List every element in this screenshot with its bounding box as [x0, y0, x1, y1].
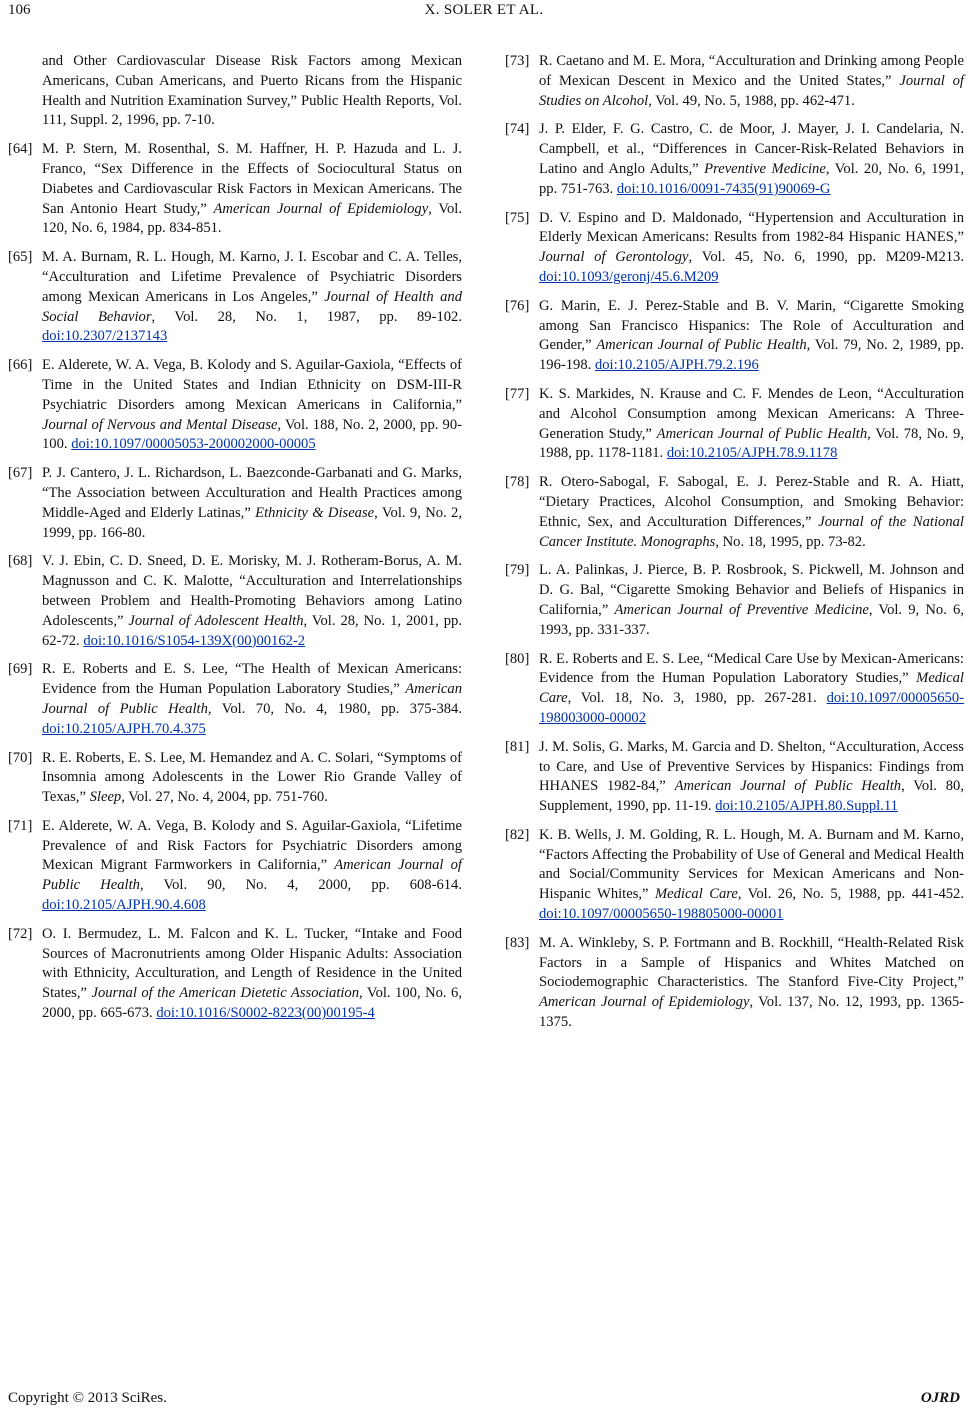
reference-number: [80]: [505, 650, 530, 667]
right-reference-list: [505, 52, 964, 1033]
reference-text: [539, 650, 964, 729]
reference-item: [505, 473, 964, 552]
reference-item: [505, 934, 964, 1033]
reference-authors-title: R. Caetano and M. E. Mora, “Acculturation and Drinking among People of Mexican Descent in Mexico and the United States,”: [539, 53, 964, 89]
doi-link[interactable]: doi:10.2105/AJPH.80.Suppl.11: [715, 798, 898, 815]
reference-item: [505, 650, 964, 729]
reference-item: [505, 120, 964, 199]
reference-number: [65]: [8, 249, 33, 266]
reference-authors-title: M. A. Winkleby, S. P. Fortmann and B. Rockhill, “Health-Related Risk Factors in a Sample of Hispanics and Whites Matched on Sociodemographic Characteristics. The Stanford Five-City Project,”: [539, 934, 964, 991]
reference-number: [67]: [8, 465, 33, 482]
reference-text: [539, 385, 964, 464]
reference-text: [539, 209, 964, 288]
reference-details: , No. 18, 1995, pp. 73-82.: [715, 533, 866, 550]
reference-item: [505, 297, 964, 376]
reference-item: [505, 209, 964, 288]
reference-number: [82]: [505, 826, 530, 843]
reference-text: [539, 120, 964, 199]
reference-journal: Ethnicity & Disease: [255, 504, 375, 521]
reference-text: [42, 356, 462, 455]
reference-journal: American Journal of Public Health: [674, 778, 902, 795]
reference-number: [76]: [505, 297, 530, 314]
reference-continuation: and Other Cardiovascular Disease Risk Factors among Mexican Americans, Cuban Americans, and Puerto Ricans from the Hispanic Health and Nutrition Examination Survey,” Public Health Reports, Vol. 111, Suppl. 2, 1996, pp. 7-10.: [42, 53, 462, 129]
reference-journal: Journal of Studies on Alcohol: [539, 72, 964, 109]
reference-text: [42, 925, 462, 1024]
reference-journal: Journal of Nervous and Mental Disease: [42, 416, 278, 433]
reference-details: , Vol. 120, No. 6, 1984, pp. 834-851.: [42, 200, 462, 237]
page-number: 106: [8, 2, 31, 18]
reference-text: [42, 817, 462, 916]
doi-link[interactable]: doi:10.1093/geronj/45.6.M209: [539, 268, 719, 285]
reference-authors-title: M. P. Stern, M. Rosenthal, S. M. Haffner, H. P. Hazuda and L. J. Franco, “Sex Difference in the Effects of Sociocultural Status on Diabetes and Cardiovascular Risk Factors in Mexican Americans. The San Antonio Heart Study,”: [42, 141, 462, 217]
reference-number: [69]: [8, 661, 33, 678]
reference-item: [505, 826, 964, 925]
reference-journal: American Journal of Epidemiology: [213, 200, 429, 217]
reference-authors-title: O. I. Bermudez, L. M. Falcon and K. L. Tucker, “Intake and Food Sources of Macronutrients among Older Hispanic Adults: Association with Ethnicity, Acculturation, and Length of Residence in the United States,”: [42, 925, 462, 1002]
reference-authors-title: K. B. Wells, J. M. Golding, R. L. Hough, M. A. Burnam and M. Karno, “Factors Affecting the Probability of Use of General and Medical Health and Social/Community Services for Mexican Americans and Non-Hispanic Whites,”: [539, 826, 964, 903]
left-reference-list: [8, 140, 462, 1024]
reference-journal: American Journal of Public Health: [596, 337, 807, 354]
reference-item: [8, 140, 462, 239]
reference-authors-title: E. Alderete, W. A. Vega, B. Kolody and S. Aguilar-Gaxiola, “Effects of Time in the United States and Indian Ethnicity on DSM-III-R Psychiatric Disorders among Mexican Americans in California,”: [42, 357, 462, 413]
reference-details: , Vol. 78, No. 9, 1988, pp. 1178-1181.: [539, 425, 964, 462]
reference-details: , Vol. 27, No. 4, 2004, pp. 751-760.: [121, 789, 328, 806]
doi-link[interactable]: doi:10.1097/00005650-198003000-00002: [539, 690, 964, 726]
reference-text: [42, 660, 462, 739]
reference-number: [71]: [8, 817, 33, 834]
reference-item: [8, 817, 462, 916]
reference-number: [70]: [8, 749, 33, 766]
reference-number: [74]: [505, 121, 530, 138]
reference-number: [75]: [505, 209, 530, 226]
reference-item: [8, 356, 462, 455]
doi-link[interactable]: doi:10.1097/00005650-198805000-00001: [539, 906, 784, 923]
reference-details: , Vol. 28, No. 1, 2001, pp. 62-72.: [42, 612, 462, 649]
reference-text: [539, 826, 964, 925]
reference-journal: Journal of Adolescent Health: [128, 612, 304, 629]
reference-text: [42, 749, 462, 808]
reference-text: [539, 561, 964, 640]
reference-item: [505, 385, 964, 464]
reference-authors-title: G. Marin, E. J. Perez-Stable and B. V. Marin, “Cigarette Smoking among San Francisco Hispanics: The Role of Acculturation and Gender,”: [539, 297, 964, 354]
reference-item: [505, 561, 964, 640]
reference-number: [66]: [8, 357, 33, 374]
reference-authors-title: R. E. Roberts and E. S. Lee, “Medical Care Use by Mexican-Americans: Evidence from the Human Population Laboratory Studies,”: [539, 650, 964, 687]
reference-number: [78]: [505, 474, 530, 491]
doi-link[interactable]: doi:10.2307/2137143: [42, 328, 168, 345]
doi-link[interactable]: doi:10.1097/00005053-200002000-00005: [71, 436, 316, 453]
reference-number: [81]: [505, 738, 530, 755]
reference-details: , Vol. 49, No. 5, 1988, pp. 462-471.: [648, 92, 855, 109]
journal-abbrev: OJRD: [920, 1390, 960, 1406]
reference-journal: American Journal of Public Health: [656, 425, 868, 442]
reference-details: , Vol. 100, No. 6, 2000, pp. 665-673.: [42, 985, 463, 1022]
reference-text: [42, 140, 462, 239]
copyright-notice: Copyright © 2013 SciRes.: [8, 1390, 167, 1406]
reference-authors-title: L. A. Palinkas, J. Pierce, B. P. Rosbrook, S. Pickwell, M. Johnson and D. G. Bal, “Cigarette Smoking Behavior and Beliefs of Hispanics in California,”: [539, 562, 964, 618]
page-header: [0, 0, 968, 40]
reference-number: [72]: [8, 925, 33, 942]
reference-journal: Preventive Medicine: [704, 160, 826, 177]
doi-link[interactable]: doi:10.1016/S1054-139X(00)00162-2: [83, 632, 306, 649]
reference-authors-title: J. M. Solis, G. Marks, M. Garcia and D. Shelton, “Acculturation, Access to Care, and Use of Preventive Services by Hispanics: Findings from HHANES 1982-84,”: [539, 738, 964, 795]
reference-authors-title: K. S. Markides, N. Krause and C. F. Mendes de Leon, “Acculturation and Alcohol Consumption among Mexican Americans: A Three-Generation Study,”: [539, 385, 964, 442]
reference-item: [8, 749, 462, 808]
reference-number: [77]: [505, 385, 530, 402]
reference-authors-title: D. V. Espino and D. Maldonado, “Hypertension and Acculturation in Elderly Mexican Americans: Results from 1982-84 Hispanic HANES,”: [539, 209, 964, 246]
reference-authors-title: R. E. Roberts, E. S. Lee, M. Hemandez and A. C. Solari, “Symptoms of Insomnia among Adolescents in the Lower Rio Grande Valley of Texas,”: [42, 749, 462, 806]
reference-authors-title: R. Otero-Sabogal, F. Sabogal, E. J. Perez-Stable and R. A. Hiatt, “Dietary Practices, Alcohol Consumption, and Smoking Behavior: Ethnic, Sex, and Acculturation Differences,”: [539, 474, 964, 530]
doi-link[interactable]: doi:10.2105/AJPH.90.4.608: [42, 897, 206, 914]
reference-details: , Vol. 70, No. 4, 1980, pp. 375-384.: [207, 700, 462, 717]
reference-details: , Vol. 80, Supplement, 1990, pp. 11-19.: [539, 778, 964, 815]
reference-details: , Vol. 90, No. 4, 2000, pp. 608-614.: [139, 877, 462, 894]
reference-number: [64]: [8, 141, 33, 158]
reference-text: [42, 552, 462, 651]
reference-text: [539, 934, 964, 1033]
reference-authors-title: E. Alderete, W. A. Vega, B. Kolody and S. Aguilar-Gaxiola, “Lifetime Prevalence of and Risk Factors for Psychiatric Disorders among Mexican Migrant Farmworkers in California,”: [42, 817, 462, 874]
reference-text: [42, 464, 462, 543]
reference-details: , Vol. 188, No. 2, 2000, pp. 90-100.: [42, 416, 462, 453]
reference-details: , Vol. 137, No. 12, 1993, pp. 1365-1375.: [539, 994, 964, 1031]
reference-item: [505, 52, 964, 111]
reference-journal: Sleep: [89, 789, 122, 806]
reference-item: [8, 464, 462, 543]
reference-authors-title: V. J. Ebin, C. D. Sneed, D. E. Morisky, M. J. Rotheram-Borus, A. M. Magnusson and C. K. Malotte, “Acculturation and Interrelationships between Problem and Health-Promoting Behaviors among Latino Adolescents,”: [42, 553, 462, 629]
reference-text: [539, 52, 964, 111]
right-column: [505, 52, 964, 1042]
reference-authors-title: R. E. Roberts and E. S. Lee, “The Health of Mexican Americans: Evidence from the Human Population Laboratory Studies,”: [42, 661, 462, 698]
reference-number: [79]: [505, 562, 530, 579]
running-title: X. SOLER ET AL.: [424, 2, 544, 18]
reference-number: [73]: [505, 53, 530, 69]
reference-text: [539, 297, 964, 376]
reference-item: [8, 660, 462, 739]
reference-authors-title: P. J. Cantero, J. L. Richardson, L. Baezconde-Garbanati and G. Marks, “The Association between Acculturation and Health Practices among Middle-Aged and Elderly Latinas,”: [42, 465, 462, 521]
reference-number: [68]: [8, 553, 33, 570]
reference-details: , Vol. 9, No. 2, 1999, pp. 166-80.: [42, 504, 462, 541]
doi-link[interactable]: doi:10.2105/AJPH.79.2.196: [594, 357, 759, 374]
reference-item: [8, 552, 462, 651]
reference-text: [539, 738, 964, 817]
reference-journal: American Journal of Public Health: [42, 857, 462, 894]
reference-journal: American Journal of Public Health: [42, 681, 462, 717]
doi-link[interactable]: doi:10.2105/AJPH.70.4.375: [42, 720, 206, 737]
reference-journal: Journal of the American Dietetic Association: [91, 985, 360, 1002]
reference-number: [83]: [505, 934, 530, 951]
reference-item: [505, 738, 964, 817]
reference-details: , Vol. 9, No. 6, 1993, pp. 331-337.: [539, 601, 964, 638]
reference-details: , Vol. 26, No. 5, 1988, pp. 441-452.: [737, 886, 965, 903]
reference-details: , Vol. 20, No. 6, 1991, pp. 751-763.: [539, 160, 964, 197]
reference-journal: American Journal of Preventive Medicine: [614, 601, 869, 618]
reference-journal: Journal of Gerontology: [539, 249, 689, 266]
reference-authors-title: J. P. Elder, F. G. Castro, C. de Moor, J. Mayer, J. I. Candelaria, N. Campbell, et al., “Differences in Cancer-Risk-Related Behaviors in Latino and Anglo Adults,”: [539, 121, 964, 177]
left-column: [8, 52, 462, 1033]
reference-details: , Vol. 28, No. 1, 1987, pp. 89-102.: [151, 308, 463, 325]
reference-item: [8, 925, 462, 1024]
reference-journal: Journal of the National Cancer Institute. Monographs: [539, 513, 964, 550]
reference-text: [539, 473, 964, 552]
reference-text: [42, 248, 462, 347]
reference-authors-title: M. A. Burnam, R. L. Hough, M. Karno, J. I. Escobar and C. A. Telles, “Acculturation and Lifetime Prevalence of Psychiatric Disorders among Mexican Americans in Los Angeles,”: [42, 249, 462, 305]
doi-link[interactable]: doi:10.2105/AJPH.78.9.1178: [666, 445, 838, 462]
reference-details: , Vol. 18, No. 3, 1980, pp. 267-281.: [567, 690, 827, 707]
doi-link[interactable]: doi:10.1016/0091-7435(91)90069-G: [616, 180, 831, 197]
reference-journal: Journal of Health and Social Behavior: [42, 288, 462, 325]
reference-journal: Medical Care: [539, 670, 964, 707]
reference-details: , Vol. 79, No. 2, 1989, pp. 196-198.: [539, 337, 964, 374]
reference-journal: Medical Care: [654, 886, 738, 903]
reference-details: , Vol. 45, No. 6, 1990, pp. M209-M213.: [688, 249, 964, 266]
reference-item: [8, 248, 462, 347]
reference-journal: American Journal of Epidemiology: [539, 994, 750, 1011]
doi-link[interactable]: doi:10.1016/S0002-8223(00)00195-4: [156, 1005, 375, 1022]
